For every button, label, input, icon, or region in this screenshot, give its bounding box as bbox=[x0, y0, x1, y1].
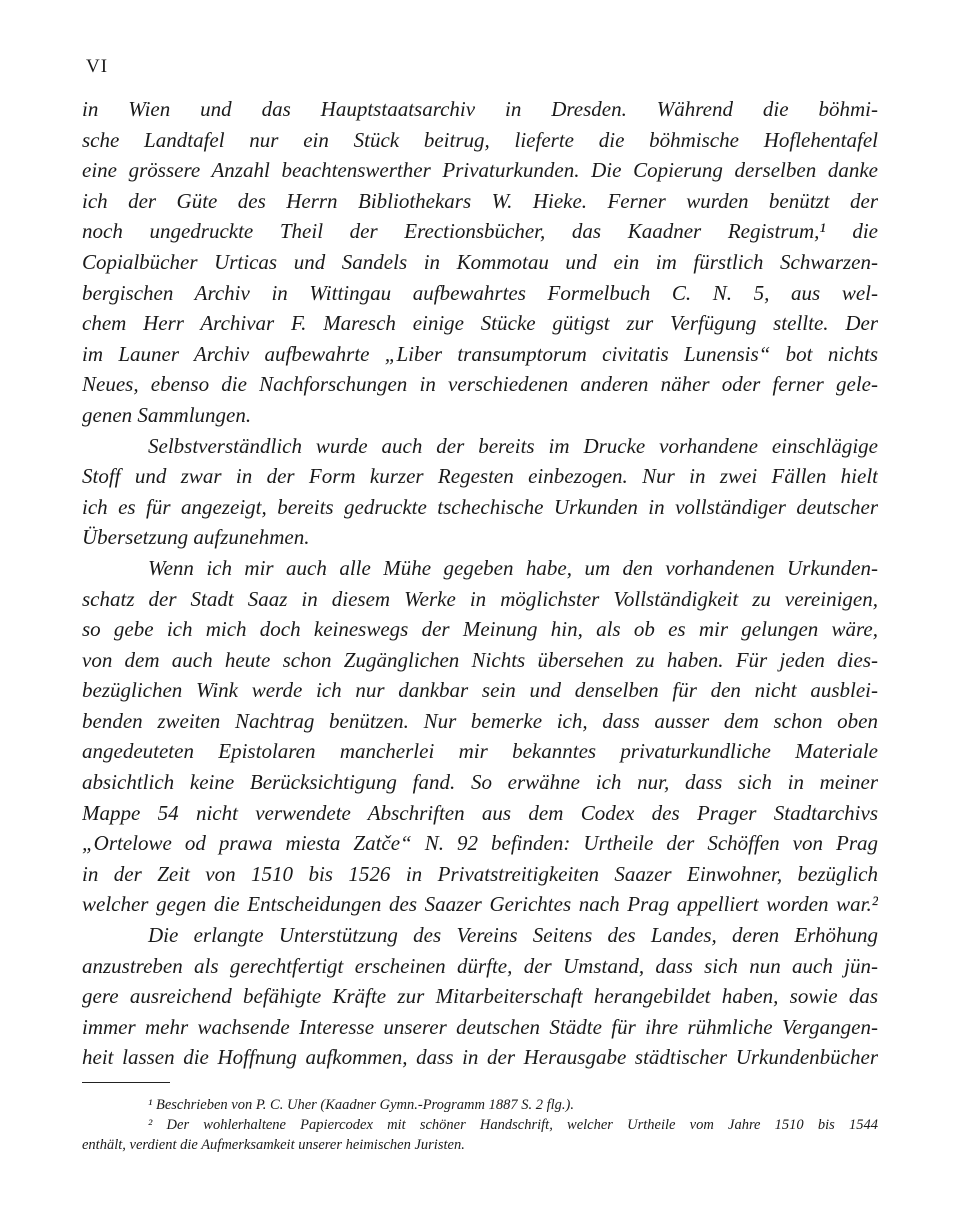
text-line: welcher gegen die Entscheidungen des Saazer Gerichtes nach Prag appelliert worden war.² bbox=[82, 892, 878, 917]
text-line: ich es für angezeigt, bereits gedruckte tschechische Urkunden in vollständiger deutscher bbox=[82, 494, 878, 519]
text-line: in der Zeit von 1510 bis 1526 in Privatstreitigkeiten Saazer Einwohner, bezüglich bbox=[82, 861, 878, 886]
text-line: heit lassen die Hoffnung aufkommen, dass in der Herausgabe städtischer Urkundenbücher bbox=[82, 1045, 878, 1070]
text-line: noch ungedruckte Theil der Erectionsbücher, das Kaadner Registrum,¹ die bbox=[82, 219, 878, 244]
text-line: absichtlich keine Berücksichtigung fand. So erwähne ich nur, dass sich in meiner bbox=[82, 770, 878, 795]
text-line: im Launer Archiv aufbewahrte „Liber transumptorum civitatis Lunensis“ bot nichts bbox=[82, 341, 878, 366]
footnote-2: ² Der wohlerhaltene Papiercodex mit schöner Handschrift, welcher Urtheile vom Jahre 1510 bis 1544 bbox=[148, 1117, 878, 1133]
page-number: VI bbox=[86, 56, 109, 77]
text-line: genen Sammlungen. bbox=[82, 402, 252, 427]
text-line: in Wien und das Hauptstaatsarchiv in Dresden. Während die böhmi- bbox=[82, 97, 878, 121]
text-line: so gebe ich mich doch keineswegs der Meinung hin, als ob es mir gelungen wäre, bbox=[82, 617, 878, 642]
footnote-2-continuation: enthält, verdient die Aufmerksamkeit unserer heimischen Juristen. bbox=[82, 1137, 465, 1153]
text-line: Copialbücher Urticas und Sandels in Kommotau und ein im fürstlich Schwarzen- bbox=[82, 249, 878, 274]
text-line: anzustreben als gerechtfertigt erscheinen dürfte, der Umstand, dass sich nun auch jün- bbox=[82, 953, 878, 978]
text-line: bergischen Archiv in Wittingau aufbewahrtes Formelbuch C. N. 5, aus wel- bbox=[82, 280, 878, 305]
footnotes bbox=[82, 1095, 878, 1155]
text-line: „Ortelowe od prawa miesta Zatče“ N. 92 befinden: Urtheile der Schöffen von Prag bbox=[82, 831, 878, 856]
text-line: Stoff und zwar in der Form kurzer Regesten einbezogen. Nur in zwei Fällen hielt bbox=[82, 464, 878, 489]
text-line: Wenn ich mir auch alle Mühe gegeben habe, um den vorhandenen Urkunden- bbox=[148, 555, 878, 580]
main-text bbox=[82, 94, 878, 1073]
text-line: sche Landtafel nur ein Stück beitrug, lieferte die böhmische Hoflehentafel bbox=[82, 127, 878, 152]
text-line: immer mehr wachsende Interesse unserer deutschen Städte für ihre rühmliche Vergangen- bbox=[82, 1014, 878, 1039]
footnote-divider bbox=[82, 1082, 170, 1083]
text-line: schatz der Stadt Saaz in diesem Werke in möglichster Vollständigkeit zu vereinigen, bbox=[82, 586, 878, 611]
text-line: Übersetzung aufzunehmen. bbox=[82, 525, 310, 550]
text-line: ich der Güte des Herrn Bibliothekars W. Hieke. Ferner wurden benützt der bbox=[82, 188, 878, 213]
text-line: von dem auch heute schon Zugänglichen Nichts übersehen zu haben. Für jeden dies- bbox=[82, 647, 878, 672]
text-line: Selbstverständlich wurde auch der bereits im Drucke vorhandene einschlägige bbox=[148, 433, 878, 458]
text-line: eine grössere Anzahl beachtenswerther Privaturkunden. Die Copierung derselben danke bbox=[82, 158, 878, 183]
text-line: gere ausreichend befähigte Kräfte zur Mitarbeiterschaft herangebildet haben, sowie das bbox=[82, 984, 878, 1009]
footnote-1: ¹ Beschrieben von P. C. Uher (Kaadner Gymn.-Programm 1887 S. 2 flg.). bbox=[148, 1097, 575, 1113]
text-line: Neues, ebenso die Nachforschungen in verschiedenen anderen näher oder ferner gele- bbox=[82, 372, 878, 397]
text-line: chem Herr Archivar F. Maresch einige Stücke gütigst zur Verfügung stellte. Der bbox=[82, 311, 878, 336]
text-line: angedeuteten Epistolaren mancherlei mir bekanntes privaturkundliche Materiale bbox=[82, 739, 878, 764]
text-line: Die erlangte Unterstützung des Vereins Seitens des Landes, deren Erhöhung bbox=[148, 923, 878, 948]
text-line: bezüglichen Wink werde ich nur dankbar sein und denselben für den nicht ausblei- bbox=[82, 678, 878, 703]
text-line: benden zweiten Nachtrag benützen. Nur bemerke ich, dass ausser dem schon oben bbox=[82, 708, 878, 733]
text-line: Mappe 54 nicht verwendete Abschriften aus dem Codex des Prager Stadtarchivs bbox=[82, 800, 878, 825]
